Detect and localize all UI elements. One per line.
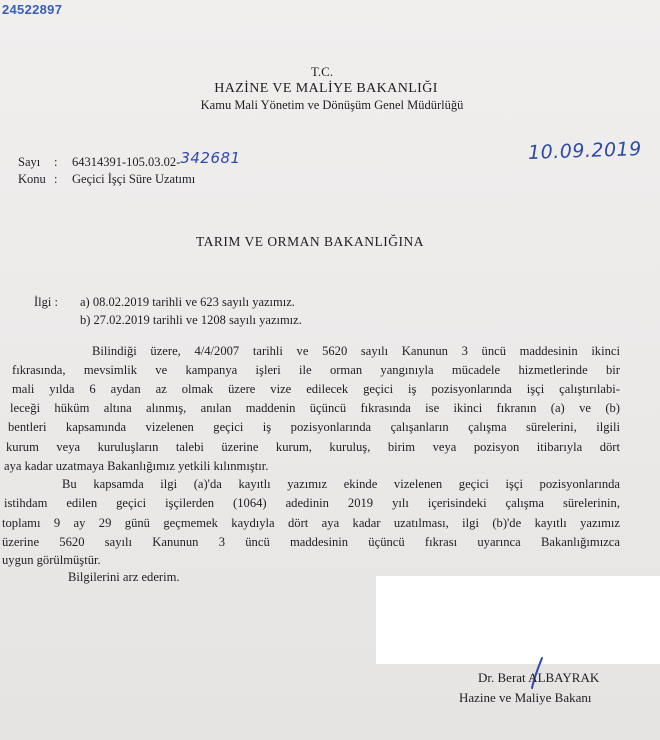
konu-colon: : — [54, 172, 58, 186]
ilgi-label: İlgi : — [34, 295, 58, 309]
document-id: 24522897 — [2, 2, 63, 17]
konu-row — [18, 172, 195, 187]
sayi-row — [18, 149, 241, 170]
sayi-handwritten-number: 342681 — [180, 149, 241, 167]
sayi-colon: : — [54, 155, 58, 169]
ilgi-item-b: b) 27.02.2019 tarihli ve 1208 sayılı yazımız. — [80, 313, 302, 327]
handwritten-date: 10.09.2019 — [527, 138, 643, 164]
sayi-label: Sayı — [18, 155, 41, 169]
body-line: aya kadar uzatmaya Bakanlığımız yetkili kılınmıştır. — [4, 459, 269, 473]
body-line: Bu kapsamda ilgi (a)'da kayıtlı yazımız ekinde vizelenen geçici işçi pozisyonlarında — [62, 477, 620, 491]
body-line: Bilindiği üzere, 4/4/2007 tarihli ve 5620 sayılı Kanunun 3 üncü maddesinin ikinci — [92, 344, 620, 358]
body-line: fıkrasında, mevsimlik ve kampanya işleri ile orman yangınıyla mücadele hizmetlerinde bir — [12, 363, 620, 377]
body-line: uygun görülmüştür. — [2, 553, 101, 567]
konu-value: Geçici İşçi Süre Uzatımı — [72, 172, 196, 186]
ilgi-item-a: a) 08.02.2019 tarihli ve 623 sayılı yazımız. — [80, 295, 295, 309]
redacted-signature-area — [376, 576, 660, 664]
signatory-name: Dr. Berat ALBAYRAK — [478, 670, 600, 685]
header-ministry: HAZİNE VE MALİYE BAKANLIĞI — [214, 81, 438, 96]
sayi-value: 64314391-105.03.02- — [72, 155, 181, 169]
header-directorate: Kamu Mali Yönetim ve Dönüşüm Genel Müdürlüğü — [200, 98, 464, 112]
addressee: TARIM VE ORMAN BAKANLIĞINA — [195, 234, 425, 249]
konu-label: Konu — [18, 172, 46, 186]
closing-sentence: Bilgilerini arz ederim. — [68, 570, 180, 584]
body-line: leceği hüküm altına alınmış, anılan maddenin üçüncü fıkrasında ise ikinci fıkranın (a) ve (b) — [10, 401, 620, 415]
signatory-title: Hazine ve Maliye Bakanı — [459, 690, 592, 705]
header-tc: T.C. — [310, 64, 334, 79]
body-line: toplamı 9 ay 29 günü geçmemek kaydıyla dört aya kadar uzatılması, ilgi (b)'de kayıtlı yazımız — [2, 516, 620, 530]
body-line: kurum veya kuruluşların talebi üzerine kurum, kuruluş, birim veya pozisyon itibarıyla dört — [6, 440, 620, 454]
body-line: üzerine 5620 sayılı Kanunun 3 üncü maddesinin üçüncü fıkrası uyarınca Bakanlığımızca — [2, 535, 620, 549]
body-line: mali yılda 6 aydan az olmak üzere vize edilecek geçici iş pozisyonlarında işçi çalıştırılabi- — [12, 382, 620, 396]
body-line: istihdam edilen geçici işçilerden (1064) adedinin 2019 yılı içerisindeki çalışma sürelerinin, — [4, 496, 620, 510]
body-line: bentleri kapsamında vizelenen geçici iş pozisyonlarında çalışanların çalışma sürelerini, ilgili — [8, 420, 620, 434]
